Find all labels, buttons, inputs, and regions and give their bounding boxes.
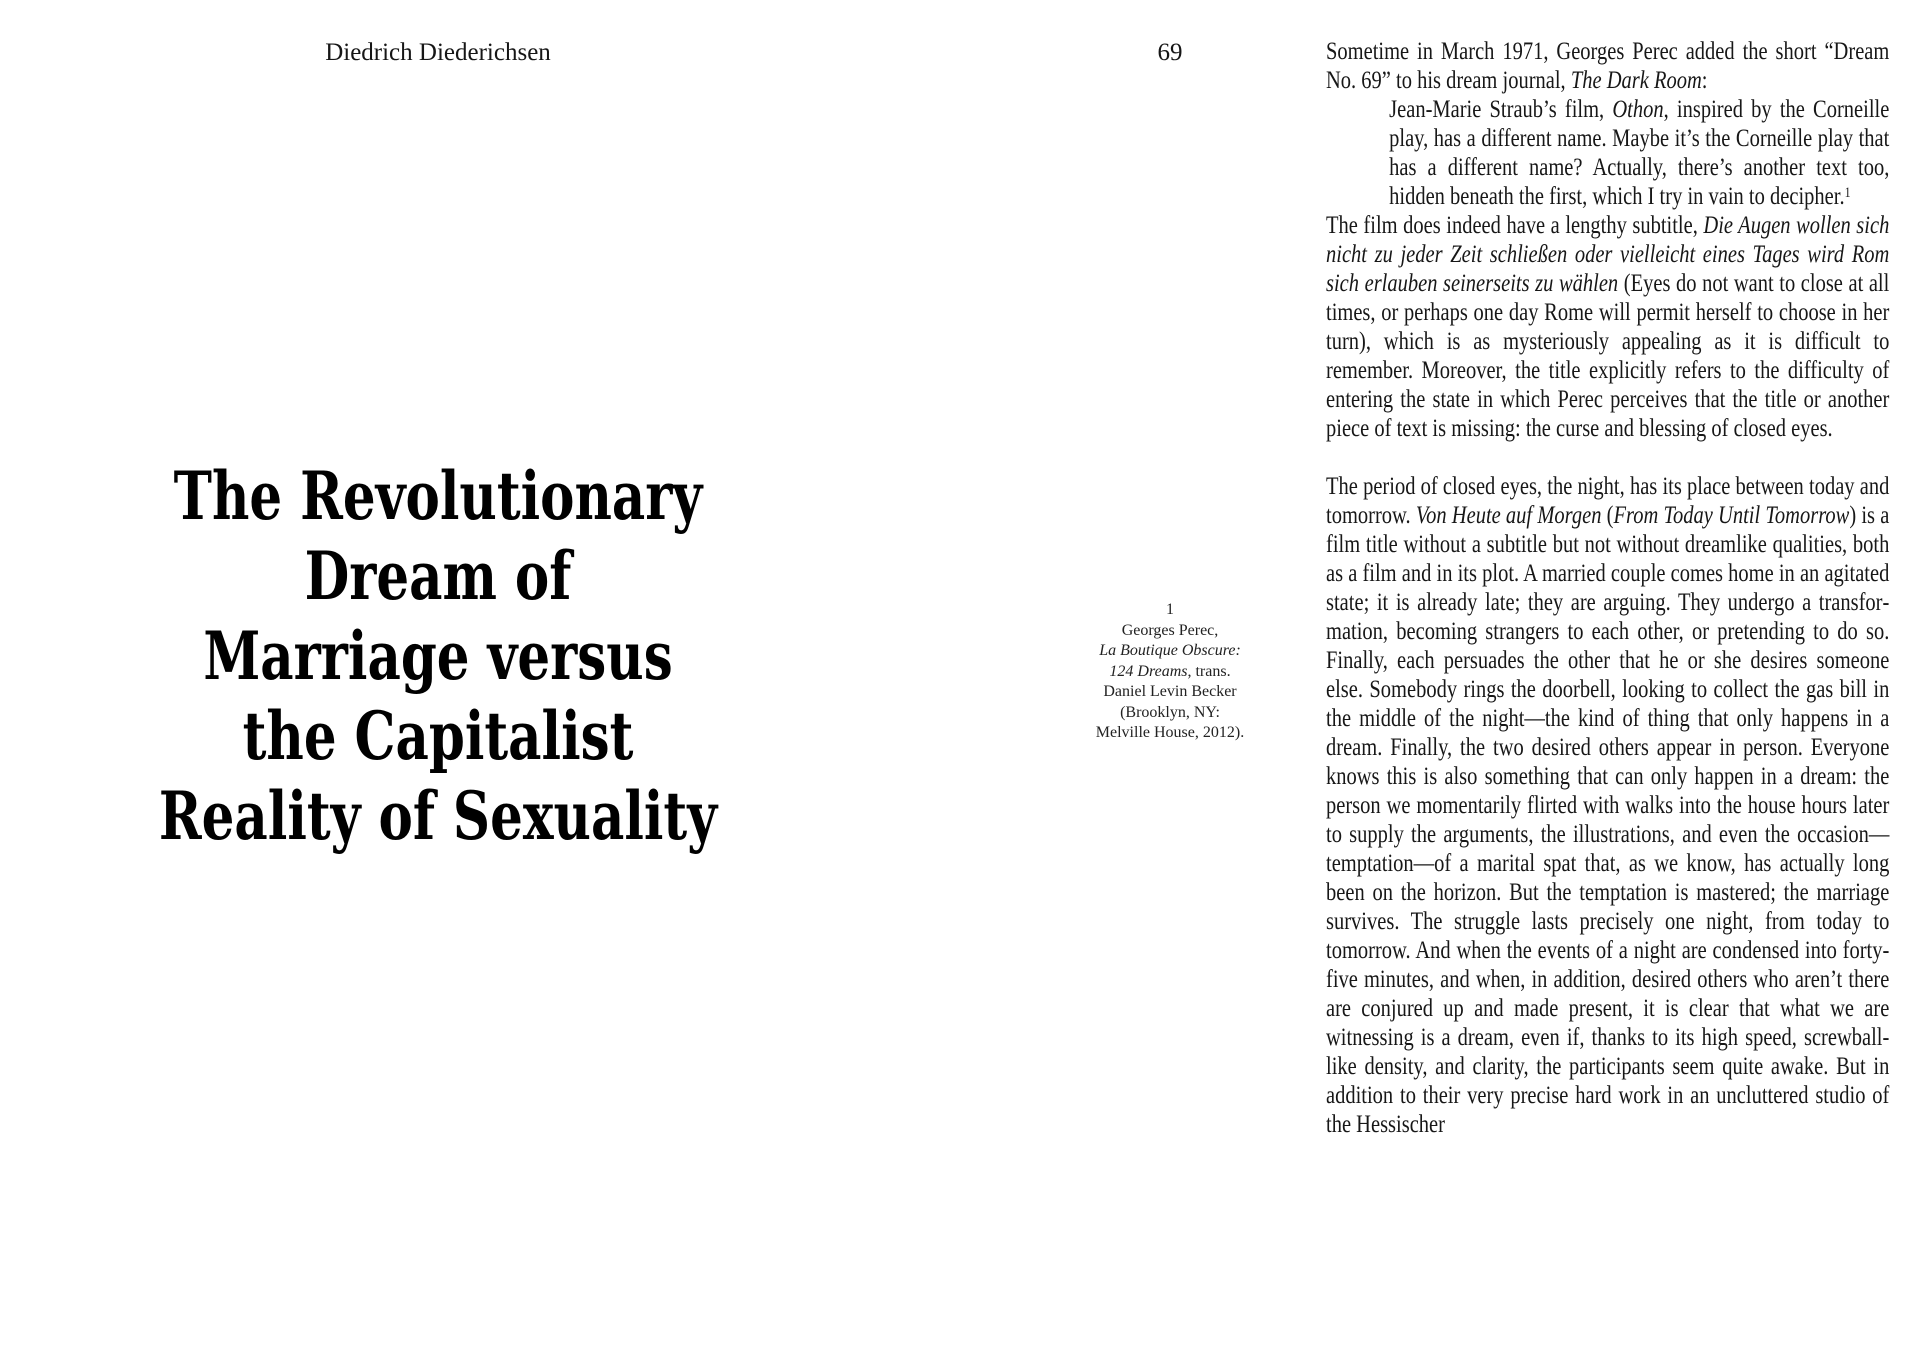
- footnote-line: [1060, 723, 1280, 744]
- text-run: Melville House, 2012).: [1095, 724, 1245, 741]
- footnote-number: 1: [1166, 601, 1174, 618]
- text-run: Georges Perec,: [1121, 621, 1219, 639]
- text-run: ) is a film title without a subtitle but not without dreamlike qualities, both as a film and in its plot. A married couple comes home in an agitated state; it is already late; they are arguing. They undergo a transformation, becoming strangers to each other, or pretending to do so. Finally, each persuades the other that he or she desires someone else. Somebody rings the doorbell, looking to collect the gas bill in the middle of the night—the kind of thing that only happens in a dream. Finally, the two desired others appear in person. Everyone knows this is also something that can only happen in a dream: the person we momentarily flirted with walks into the house hours later to supply the arguments, the illustrations, and even the occasion—temptation—of a marital spat that, as we know, has actually long been on the horizon. But the temptation is mastered; the marriage survives. The struggle lasts precisely one night, from today to tomorrow. And when the events of a night are condensed into forty-five minutes, and when, in addition, desired others who aren’t there are conjured up and made present, it is clear that what we are witnessing is a dream, even if, thanks to its high speed, screwball-like density, and clarity, the participants seem quite awake. But in addition to their very precise hard work in an uncluttered studio of the Hessischer: [1326, 502, 1890, 1138]
- footnote-line: [1060, 703, 1280, 724]
- italic-text-run: 124 Dreams: [1109, 662, 1188, 680]
- italic-text-run: From Today Until Tomorrow: [1613, 502, 1850, 529]
- text-run: Jean-Marie Straub’s film,: [1389, 96, 1613, 123]
- text-run: Daniel Levin Becker: [1103, 683, 1237, 700]
- text-run: , inspired by the Corneille play, has a different name. Maybe it’s the Corneille play that has a different name? Actually, there’s another text too, hidden beneath the first, which I try in vain to decipher.: [1389, 96, 1890, 210]
- footnote: [1060, 600, 1280, 744]
- body-column: [1326, 37, 1889, 1139]
- italic-text-run: Von Heute auf Morgen: [1415, 502, 1602, 529]
- footnote-text: [1060, 621, 1280, 744]
- title-line: the Capitalist: [242, 697, 634, 775]
- footnote-reference: 1: [1844, 185, 1851, 202]
- italic-text-run: The Dark Room: [1570, 67, 1702, 94]
- text-run: (: [1601, 502, 1614, 529]
- title-line: Marriage versus: [203, 617, 673, 695]
- body-paragraph: [1326, 211, 1889, 443]
- essay-title: [78, 456, 798, 856]
- essay-title-lines: [78, 456, 799, 856]
- title-line: The Revolutionary: [173, 457, 703, 535]
- italic-text-run: La Boutique Obscure:: [1099, 642, 1241, 659]
- text-run: , trans.: [1187, 662, 1231, 680]
- italic-text-run: Die Augen wollen sich nicht zu jeder Zeit schließen oder vielleicht eines Tages wird Rom sich erlauben seinerseits zu wählen: [1326, 212, 1890, 297]
- footnote-line: [1060, 641, 1280, 662]
- footnote-line: [1060, 621, 1280, 642]
- author-name: Diedrich Diederichsen: [325, 39, 551, 66]
- footnote-line: [1060, 662, 1280, 683]
- text-run: :: [1701, 67, 1708, 94]
- body-paragraph: [1326, 37, 1889, 95]
- title-line: Reality of Sexuality: [158, 777, 718, 855]
- page-number: 69: [1157, 39, 1183, 66]
- footnote-line: [1060, 682, 1280, 703]
- text-run: Sometime in March 1971, Georges Perec added the short “Dream No. 69” to his dream journal,: [1326, 38, 1890, 94]
- text-run: The film does indeed have a lengthy subtitle,: [1326, 212, 1704, 239]
- text-run: The period of closed eyes, the night, has its place between today and tomorrow.: [1326, 473, 1890, 529]
- text-run: (Brooklyn, NY:: [1120, 703, 1220, 721]
- title-line: Dream of: [304, 537, 572, 615]
- block-quote: [1389, 95, 1889, 211]
- italic-text-run: Othon: [1612, 96, 1664, 123]
- body-paragraph: [1326, 472, 1889, 1139]
- text-run: (Eyes do not want to close at all times, or perhaps one day Rome will permit herself to choose in her turn), which is as mysteriously appealing as it is difficult to remember. Moreover, the title explicitly refers to the difficulty of entering the state in which Perec perceives that the title or another piece of text is missing: the curse and blessing of closed eyes.: [1326, 270, 1890, 442]
